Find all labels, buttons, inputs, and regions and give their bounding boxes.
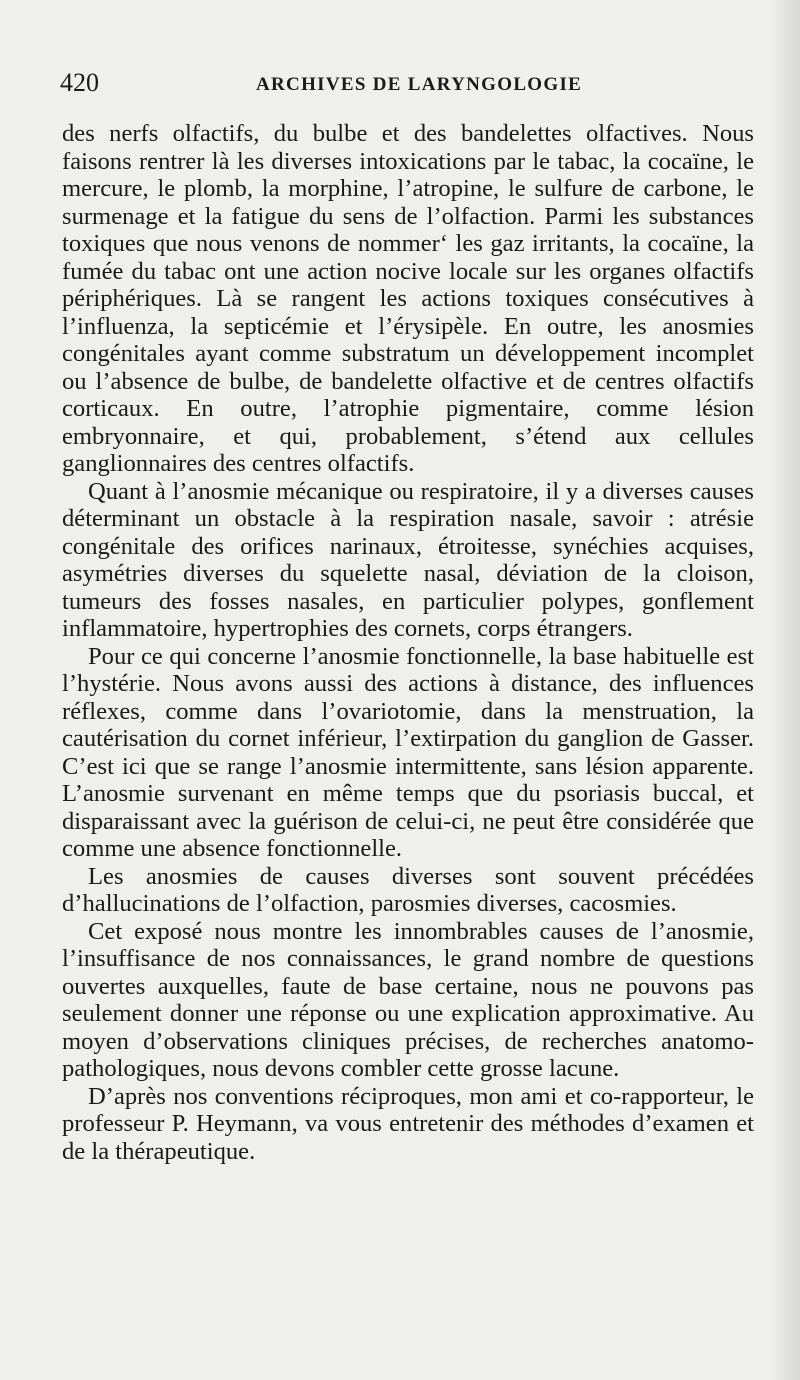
running-title: ARCHIVES DE LARYNGOLOGIE (256, 74, 583, 95)
paragraph: des nerfs olfactifs, du bulbe et des bandelettes olfactives. Nous faisons rentrer là les diverses intoxications par le tabac, la cocaïne, le mercure, le plomb, la morphine, l’atropine, le sulfure de carbone, le surmenage et la fatigue du sens de l’olfaction. Parmi les substances toxiques que nous venons de nommer‘ les gaz irritants, la cocaïne, la fumée du tabac ont une action nocive locale sur les organes olfactifs périphériques. Là se rangent les actions toxiques consécutives à l’influenza, la septicémie et l’érysipèle. En outre, les anosmies congénitales ayant comme substratum un développement incomplet ou l’absence de bulbe, de bandelette olfactive et de centres olfactifs corticaux. En outre, l’atrophie pigmentaire, comme lésion embryonnaire, et qui, probablement, s’étend aux cellules ganglionnaires des centres olfactifs. (62, 120, 754, 477)
paragraph: Les anosmies de causes diverses sont souvent précédées d’hallucinations de l’olfaction, parosmies diverses, cacosmies. (62, 862, 754, 917)
body-text (62, 120, 754, 1165)
page-number: 420 (60, 68, 99, 97)
page-header (60, 68, 760, 102)
paragraph: D’après nos conventions réciproques, mon ami et co-rapporteur, le professeur P. Heymann, va vous entretenir des méthodes d’examen et de la thérapeutique. (62, 1082, 754, 1165)
page-edge-shadow (770, 0, 800, 1380)
paragraph: Quant à l’anosmie mécanique ou respiratoire, il y a diverses causes déterminant un obstacle à la respiration nasale, savoir : atrésie congénitale des orifices narinaux, étroitesse, synéchies acquises, asymétries diverses du squelette nasal, déviation de la cloison, tumeurs des fosses nasales, en particulier polypes, gonflement inflammatoire, hypertrophies des cornets, corps étrangers. (62, 477, 754, 642)
paragraph: Cet exposé nous montre les innombrables causes de l’anosmie, l’insuffisance de nos connaissances, le grand nombre de questions ouvertes auxquelles, faute de base certaine, nous ne pouvons pas seulement donner une réponse ou une explication approximative. Au moyen d’observations cliniques précises, de recherches anatomo-pathologiques, nous devons combler cette grosse lacune. (62, 917, 754, 1082)
paragraph: Pour ce qui concerne l’anosmie fonctionnelle, la base habituelle est l’hystérie. Nous avons aussi des actions à distance, des influences réflexes, comme dans l’ovariotomie, dans la menstruation, la cautérisation du cornet inférieur, l’extirpation du ganglion de Gasser. C’est ici que se range l’anosmie intermittente, sans lésion apparente. L’anosmie survenant en même temps que du psoriasis buccal, et disparaissant avec la guérison de celui-ci, ne peut être considérée que comme une absence fonctionnelle. (62, 642, 754, 862)
